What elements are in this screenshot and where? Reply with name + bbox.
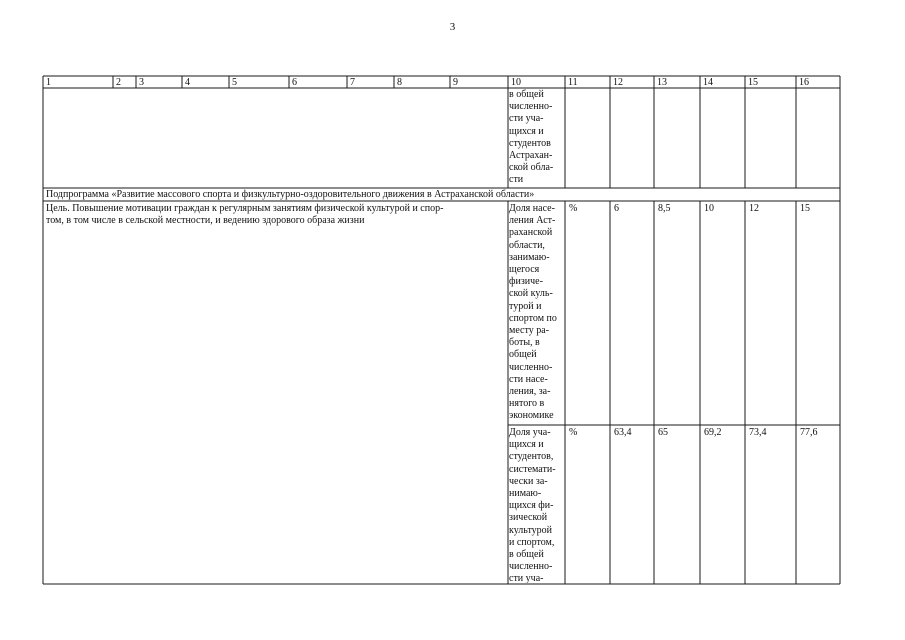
column-header-6: 6 <box>292 77 297 88</box>
indicator-1-unit: % <box>569 203 578 214</box>
column-header-12: 12 <box>613 77 623 88</box>
column-header-7: 7 <box>350 77 355 88</box>
indicator-2-unit: % <box>569 427 578 438</box>
column-header-2: 2 <box>116 77 121 88</box>
column-header-1: 1 <box>46 77 51 88</box>
indicator-2-name: Доля уча- щихся и студентов, системати- чески за- нимаю- щихся фи- зической культурой и спортом, в общей численно- сти уча- <box>509 427 556 583</box>
column-header-10: 10 <box>511 77 521 88</box>
continuation-indicator-text: в общей численно- сти уча- щихся и студентов Астрахан- ской обла- сти <box>509 89 554 186</box>
indicator-1-name: Доля насе- ления Аст- раханской области, занимаю- щегося физиче- ской куль- турой и спортом по месту ра- боты, в общей численно- сти насе- ления, за- нятого в экономике <box>509 203 557 422</box>
indicator-1-value-3: 10 <box>704 203 714 214</box>
column-header-5: 5 <box>232 77 237 88</box>
indicator-2-value-1: 63,4 <box>614 427 632 438</box>
goal-text: Цель. Повышение мотивации граждан к регулярным занятиям физической культурой и спор- том, в том числе в сельской местности, и ведению здорового образа жизни <box>46 203 444 226</box>
indicator-2-value-3: 69,2 <box>704 427 722 438</box>
column-header-15: 15 <box>748 77 758 88</box>
indicator-1-value-4: 12 <box>749 203 759 214</box>
indicator-1-value-2: 8,5 <box>658 203 671 214</box>
indicator-1-value-1: 6 <box>614 203 619 214</box>
indicator-2-value-2: 65 <box>658 427 668 438</box>
column-header-8: 8 <box>397 77 402 88</box>
indicator-2-value-4: 73,4 <box>749 427 767 438</box>
indicator-2-value-5: 77,6 <box>800 427 818 438</box>
column-header-3: 3 <box>139 77 144 88</box>
subprogram-title: Подпрограмма «Развитие массового спорта и физкультурно-оздоровительного движения в Астраханской области» <box>46 189 535 200</box>
page-number: 3 <box>449 21 456 33</box>
column-header-14: 14 <box>703 77 713 88</box>
column-header-16: 16 <box>799 77 809 88</box>
column-header-9: 9 <box>453 77 458 88</box>
column-header-4: 4 <box>185 77 190 88</box>
column-header-11: 11 <box>568 77 578 88</box>
indicator-1-value-5: 15 <box>800 203 810 214</box>
column-header-13: 13 <box>657 77 667 88</box>
